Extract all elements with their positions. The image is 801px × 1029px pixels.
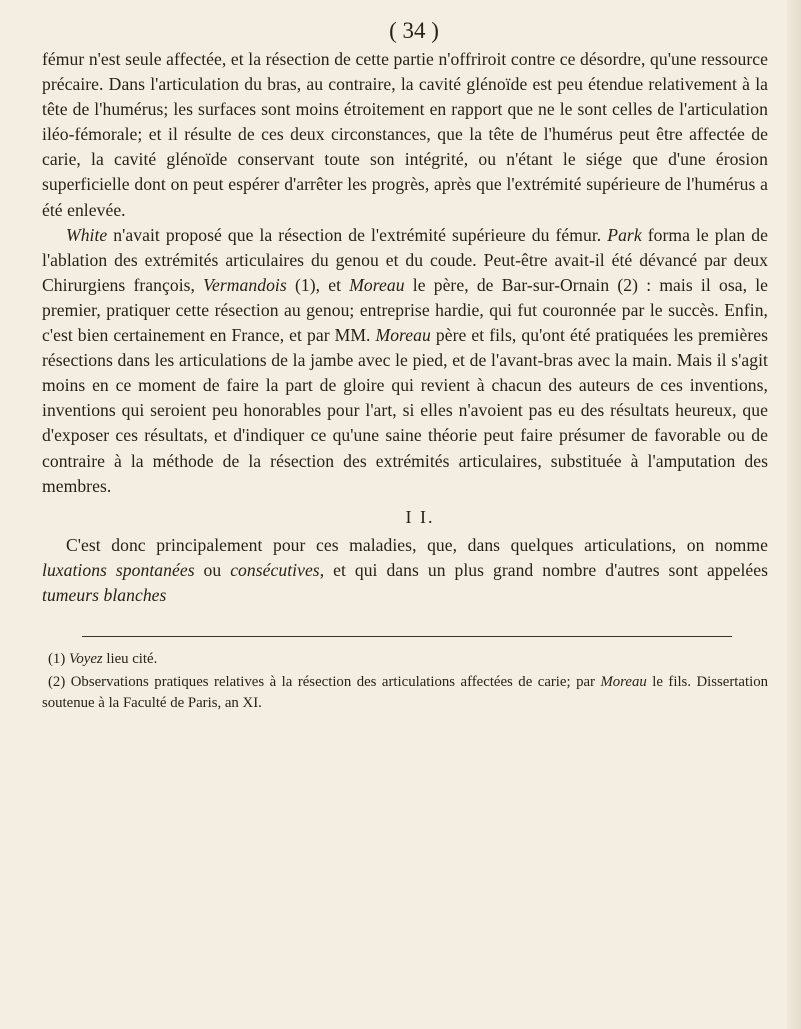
paragraph-2 bbox=[42, 223, 768, 499]
text-run: père et fils, qu'ont été pratiquées les premières résections dans les articulations de la jambe avec le pied, et de l'avant-bras avec la main. Mais il s'agit moins en ce moment de faire la part de gloire qui revient à chacun des auteurs de ces inventions, inventions qui seroient peu honorables pour l'art, si elles n'avoient pas eu des résultats heureux, que d'exposer ces résultats, et d'indiquer ce qu'une saine théorie peut faire présumer de favorable ou de contraire à la méthode de la résection des extrémités articulaires, substituée à l'amputation des membres. bbox=[42, 325, 768, 496]
footnotes bbox=[42, 649, 768, 713]
text-run: forma le plan de l'ablation des extrémités articulaires du genou et du coude. Peut-être avait-il été dévancé par deux Chirurgiens françois, bbox=[42, 224, 768, 295]
italic-text: tumeurs blanches bbox=[42, 584, 167, 605]
footnote-rule bbox=[82, 636, 732, 637]
text-run: , et qui dans un plus grand nombre d'autres sont appelées bbox=[319, 559, 768, 580]
footnote-2 bbox=[42, 672, 768, 713]
text-run: C'est donc principalement pour ces maladies, que, dans quelques articulations, on nomme bbox=[66, 534, 768, 555]
text-run: n'avait proposé que la résection de l'extrémité supérieure du fémur. bbox=[107, 224, 608, 245]
text-run: (2) Observations pratiques relatives à la résection des articulations affectées de carie; par bbox=[48, 674, 601, 691]
text-run: lieu cité. bbox=[102, 650, 158, 667]
italic-text: luxations spontanées bbox=[42, 559, 195, 580]
italic-text: Vermandois bbox=[203, 274, 287, 295]
text-run: le père, de Bar-sur-Ornain (2) : mais il osa, le premier, pratiquer cette résection au genou; entreprise hardie, qui fut couronnée par le succès. Enfin, c'est bien certainement en France, et par MM. bbox=[42, 274, 768, 346]
text-run: le fils. Dissertation soutenue à la Faculté de Paris, an XI. bbox=[42, 674, 768, 711]
italic-text: Park bbox=[607, 224, 642, 245]
paragraph-1 bbox=[42, 47, 768, 223]
footnote-1 bbox=[42, 649, 768, 669]
section-heading: I I. bbox=[405, 506, 435, 527]
text-run: ou bbox=[194, 559, 231, 580]
italic-text: Moreau bbox=[600, 674, 647, 691]
italic-text: Voyez bbox=[68, 650, 103, 667]
text-run: (1), et bbox=[286, 274, 350, 295]
italic-text: Moreau bbox=[349, 274, 405, 295]
italic-text: Moreau bbox=[375, 325, 431, 346]
paragraph-3 bbox=[42, 533, 768, 608]
page-content bbox=[42, 16, 768, 713]
text-run: fémur n'est seule affectée, et la résection de cette partie n'offriroit contre ce désordre, qu'une ressource précaire. Dans l'articulation du bras, au contraire, la cavité glénoïde est peu étendue relativement à la tête de l'humérus; les surfaces sont moins étroitement en rapport que ne le sont celles de l'articulation iléo-fémorale; et il résulte de ces deux circonstances, que la tête de l'humérus peut être affectée de carie, la cavité glénoïde conservant toute son intégrité, ou n'étant le siége que d'une érosion superficielle dont on peut espérer d'arrêter les progrès, après que l'extrémité supérieure de l'humérus a été enlevée. bbox=[42, 49, 768, 220]
page-number: ( 34 ) bbox=[389, 18, 439, 43]
page-edge-shadow bbox=[787, 0, 801, 1029]
italic-text: consécutives bbox=[230, 559, 320, 580]
text-run: (1) bbox=[48, 650, 69, 667]
italic-text: White bbox=[66, 224, 108, 245]
